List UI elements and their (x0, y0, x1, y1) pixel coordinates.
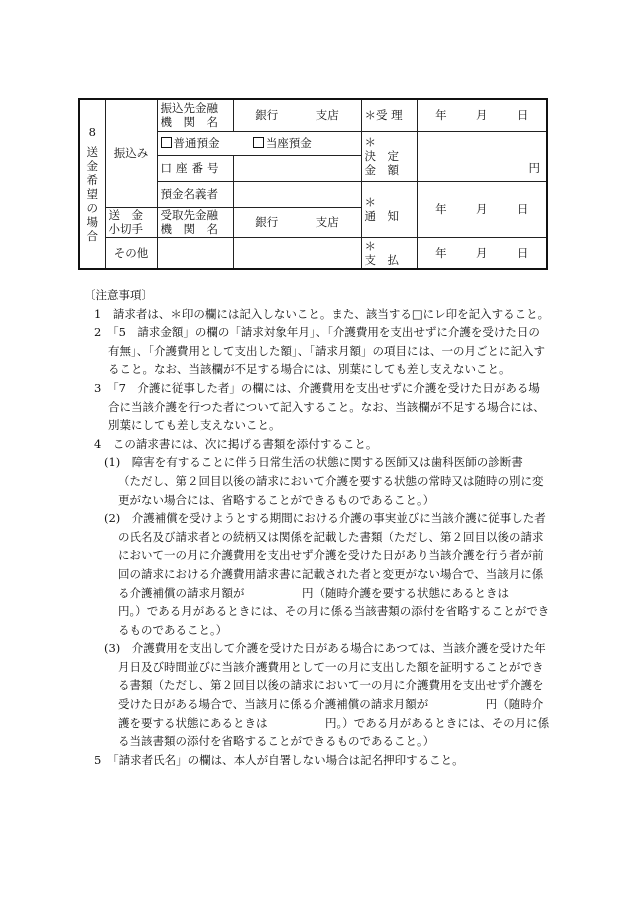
notice-label: ＊ 通 知 (361, 181, 417, 237)
remittance-table (78, 98, 548, 270)
recv-bank-label: 受取先金融 機 関 名 (157, 207, 233, 237)
note-item: 2 「5 請求金額」の欄の「請求対象年月」、「介護費用を支出せずに介護を受けた日の有無」、「介護費用として支出した額」、「請求月額」の項目には、一の月ごとに記入すること。なお、当該欄が不足する場合には、別葉にしても差し支えないこと。 (94, 325, 545, 377)
decision-amount-field[interactable]: 円 (417, 131, 547, 181)
section-char: 合 (86, 229, 98, 243)
account-type-row: 普通預金 当座預金 (157, 131, 361, 155)
remit-label: 送 金 小切手 (105, 207, 157, 237)
section-char: 送 (86, 145, 98, 159)
ordinary-checkbox[interactable] (161, 137, 172, 148)
section-char: 金 (86, 159, 98, 173)
section-char: 望 (86, 187, 98, 201)
other-label: その他 (105, 237, 157, 269)
section-label (79, 99, 105, 269)
note-sub-item: (3) 介護費用を支出して介護を受けた日がある場合にあつては、当該介護を受けた年月日及び時間並びに当該介護費用として一の月に支出した額を証明することができる書類（ただし、第２回目以後の請求において一の月に介護費用を支出せず介護を受けた日がある場合で、当該月に係る介護補償の請求月額が 円（随時介護を要する状態にあるときは 円。）である月があるときには、その月に係る当該書類の添付を省略することができるものであること。） (104, 641, 550, 749)
account-no-field[interactable] (233, 155, 361, 181)
recv-bank-field[interactable]: 銀行 支店 (233, 207, 361, 237)
notes-section (84, 286, 567, 769)
furikomi-label: 振込み (105, 99, 157, 207)
current-checkbox[interactable] (253, 137, 264, 148)
bank-name-field[interactable]: 銀行 支店 (233, 99, 361, 131)
section-number: 8 (88, 125, 96, 139)
note-sub-cont: （ただし、第２回目以後の請求において介護を要する状態の常時又は随時の別に変更がない場合には、省略することができるものであること。） (118, 473, 544, 507)
account-holder-label: 預金名義者 (157, 181, 233, 207)
other-field-2[interactable] (233, 237, 361, 269)
account-holder-field[interactable] (233, 181, 361, 207)
note-item: 4 この請求書には、次に掲げる書類を添付すること。 (94, 436, 378, 451)
account-no-label: 口座番号 (157, 155, 233, 181)
notice-date-field[interactable]: 年 月 日 (417, 181, 547, 237)
note-item: 1 請求者は、＊印の欄には記入しないこと。また、該当する□にレ印を記入すること。 (94, 306, 550, 321)
notes-title: 〔注意事項〕 (84, 288, 153, 302)
note-item: 3 「7 介護に従事した者」の欄には、介護費用を支出せずに介護を受けた日がある場合に当該介護を行つた者について記入すること。なお、当該欄が不足する場合には、別葉にしても差し支えないこと。 (94, 380, 545, 433)
section-char: の (86, 201, 98, 215)
receipt-label: ＊受 理 (361, 99, 417, 131)
section-char: 場 (86, 215, 98, 229)
other-field-1[interactable] (157, 237, 233, 269)
decision-label: ＊ 決 定 金 額 (361, 131, 417, 181)
note-sub-item: (1) 障害を有することに伴う日常生活の状態に関する医師又は歯科医師の診断書 (104, 455, 523, 470)
section-char: 希 (86, 173, 98, 187)
payment-label: ＊ 支 払 (361, 237, 417, 269)
payment-date-field[interactable]: 年 月 日 (417, 237, 547, 269)
note-item: 5 「請求者氏名」の欄は、本人が自署しない場合は記名押印すること。 (94, 752, 464, 767)
note-sub-item: (2) 介護補償を受けようとする期間における介護の事実並びに当該介護に従事した者の氏名及び請求者との続柄又は関係を記載した書類（ただし、第２回目以後の請求において一の月に介護費用を支出せず介護を受けた日があり当該介護を行う者が前回の請求における介護費用請求書に記載された者と変更がない場合で、当該月に係る介護補償の請求月額が 円（随時介護を要する状態にあるときは 円。）である月があるときには、その月に係る当該書類の添付を省略することができるものであること。） (104, 511, 567, 637)
receipt-date-field[interactable]: 年 月 日 (417, 99, 547, 131)
bank-label: 振込先金融 機 関 名 (157, 99, 233, 131)
